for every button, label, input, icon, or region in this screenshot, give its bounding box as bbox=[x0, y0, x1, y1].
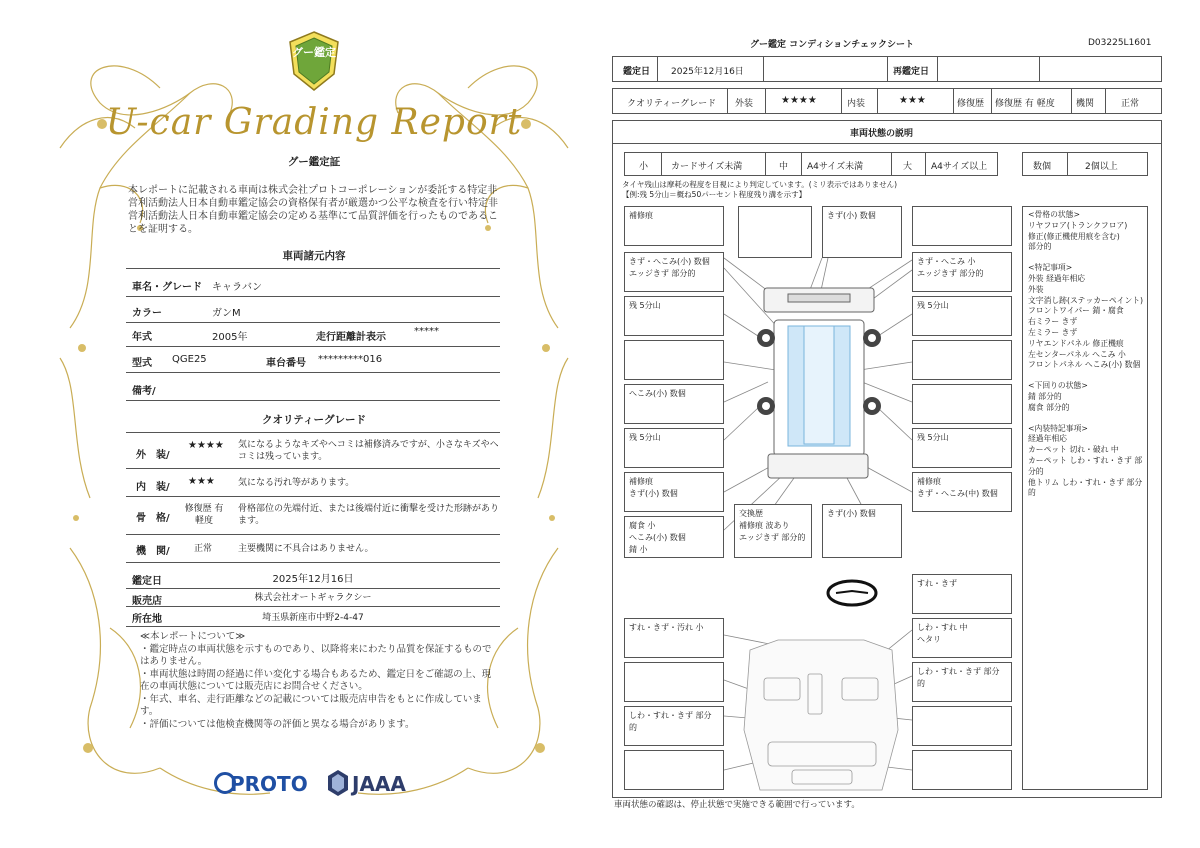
grading-certificate bbox=[40, 28, 588, 818]
exterior-note-l4 bbox=[624, 340, 724, 380]
appraisal-date-label: 鑑定日 bbox=[132, 576, 162, 587]
steering-wheel-icon bbox=[828, 581, 876, 605]
interior-notes-heading: <内装特記事項> bbox=[1028, 423, 1088, 433]
year-label: 年式 bbox=[132, 332, 152, 343]
divider bbox=[126, 588, 500, 589]
note-line: 錆 部分的 bbox=[1028, 391, 1062, 401]
exterior-note-l3: 残 5分山 bbox=[624, 296, 724, 336]
divider bbox=[126, 322, 500, 323]
interior-note-l3: しわ・すれ・きず 部分的 bbox=[624, 706, 724, 746]
note-item: ・車両状態は時間の経過に伴い変化する場合もあるため、鑑定日をご確認の上、現在の車両状態については販売店にお問合せください。 bbox=[140, 668, 492, 692]
divider bbox=[126, 496, 500, 497]
goo-appraisal-badge bbox=[286, 30, 342, 92]
note-line: カーペット しわ・すれ・きず 部分的 bbox=[1028, 455, 1143, 476]
interior-stars: ★★★ bbox=[899, 95, 926, 106]
interior-note-l4 bbox=[624, 750, 724, 790]
chassis-value: *********016 bbox=[318, 354, 383, 365]
note-line: フロントワイパー 錆・腐食 bbox=[1028, 306, 1124, 316]
jaaa-logo-icon bbox=[328, 770, 348, 796]
exterior-note-l8: 腐食 小 へこみ(小) 数個 錆 小 bbox=[624, 516, 724, 558]
exterior-note-r3: 残 5分山 bbox=[912, 296, 1012, 336]
interior-label: 内装 bbox=[847, 99, 866, 109]
color-value: ガンM bbox=[212, 308, 241, 319]
interior-stars: ★★★ bbox=[188, 476, 215, 487]
engine-value: 正常 bbox=[1121, 99, 1140, 109]
exterior-note-r4 bbox=[912, 340, 1012, 380]
interior-note-wheel: すれ・きず bbox=[912, 574, 1012, 614]
repair-value: 修復歴 有 軽度 bbox=[995, 99, 1055, 109]
exterior-note-l7: 補修痕 きず(小) 数個 bbox=[624, 472, 724, 512]
exterior-label: 外装 bbox=[735, 99, 754, 109]
count-label: 数個 bbox=[1033, 162, 1052, 172]
engine-label: 機関 bbox=[1076, 99, 1095, 109]
note-line: 右ミラー きず bbox=[1028, 317, 1078, 327]
note-line: 腐食 部分的 bbox=[1028, 402, 1070, 412]
proto-logo: PROTO bbox=[230, 772, 308, 796]
divider bbox=[126, 534, 500, 535]
exterior-note-l1: 補修痕 bbox=[624, 206, 724, 246]
note-line: 他トリム しわ・すれ・きず 部分的 bbox=[1028, 477, 1143, 498]
mileage-value: ***** bbox=[414, 326, 439, 337]
tire-note-2: 【例:残 5分山＝概ね50パーセント程度残り溝を示す】 bbox=[622, 190, 807, 199]
note-line: 経過年相応 bbox=[1028, 434, 1067, 444]
model-value: QGE25 bbox=[172, 354, 207, 365]
exterior-label: 外 装/ bbox=[136, 450, 170, 461]
reappraisal-label: 再鑑定日 bbox=[893, 67, 930, 77]
exterior-note-b2: きず(小) 数個 bbox=[822, 504, 902, 558]
interior-label: 内 装/ bbox=[136, 482, 170, 493]
exterior-note-l6: 残 5分山 bbox=[624, 428, 724, 468]
date-value: 2025年12月16日 bbox=[671, 67, 744, 77]
exterior-note-t1 bbox=[738, 206, 812, 258]
car-top-view bbox=[764, 288, 874, 478]
badge-text: グー鑑定 bbox=[292, 46, 336, 59]
note-item: ・評価については他検査機関等の評価と異なる場合があります。 bbox=[140, 718, 415, 730]
cert-heading: グー鑑定証 bbox=[287, 156, 341, 168]
report-title: U-car Grading Report bbox=[105, 102, 523, 143]
car-name-value: キャラバン bbox=[212, 282, 262, 293]
tire-note-1: タイヤ残山は摩耗の程度を目視により判定しています。(ミリ表示ではありません) bbox=[622, 180, 898, 189]
size-large: 大 bbox=[903, 162, 913, 172]
note-line: 外装 bbox=[1028, 284, 1044, 294]
address-value: 埼玉県新座市中野2-4-47 bbox=[262, 613, 364, 623]
note-line: 左センターパネル へこみ 小 bbox=[1028, 349, 1126, 359]
note-line: 外装 経過年相応 bbox=[1028, 273, 1086, 283]
sheet-footer: 車両状態の確認は、停止状態で実施できる範囲で行っています。 bbox=[614, 800, 860, 810]
size-small-desc: カードサイズ未満 bbox=[671, 162, 743, 172]
date-label: 鑑定日 bbox=[623, 67, 651, 77]
condition-heading: 車両状態の説明 bbox=[850, 129, 914, 139]
repair-label: 修復歴 bbox=[957, 99, 985, 109]
dealer-label: 販売店 bbox=[132, 596, 162, 607]
divider bbox=[126, 432, 500, 433]
frame-desc: 骨格部位の先端付近、または後端付近に衝撃を受けた形跡があります。 bbox=[238, 504, 500, 526]
count-desc: 2個以上 bbox=[1085, 162, 1118, 172]
address-label: 所在地 bbox=[132, 614, 162, 625]
notes-section bbox=[140, 631, 500, 731]
interior-note-r2: しわ・すれ・きず 部分的 bbox=[912, 662, 1012, 702]
appraisal-date-value: 2025年12月16日 bbox=[272, 574, 354, 585]
exterior-note-l2: きず・へこみ(小) 数個 エッジきず 部分的 bbox=[624, 252, 724, 292]
chassis-label: 車台番号 bbox=[266, 358, 306, 369]
exterior-note-l5: へこみ(小) 数個 bbox=[624, 384, 724, 424]
interior-note-l1: すれ・きず・汚れ 小 bbox=[624, 618, 724, 658]
exterior-note-r5 bbox=[912, 384, 1012, 424]
dealer-value: 株式会社オートギャラクシー bbox=[254, 593, 372, 603]
engine-desc: 主要機関に不具合はありません。 bbox=[238, 544, 374, 554]
divider bbox=[126, 468, 500, 469]
note-line: フロントパネル へこみ(小) 数個 bbox=[1028, 360, 1141, 370]
divider bbox=[126, 400, 500, 401]
exterior-stars: ★★★★ bbox=[781, 95, 817, 106]
note-line: 修正(修正機使用痕を含む) bbox=[1028, 231, 1120, 241]
size-mid-desc: A4サイズ未満 bbox=[807, 162, 864, 172]
car-name-label: 車名・グレード bbox=[132, 282, 202, 293]
exterior-note-t2: きず(小) 数個 bbox=[822, 206, 902, 258]
interior-note-l2 bbox=[624, 662, 724, 702]
year-value: 2005年 bbox=[212, 332, 248, 343]
exterior-note-r2: きず・へこみ 小 エッジきず 部分的 bbox=[912, 252, 1012, 292]
interior-note-r1: しわ・すれ 中 ヘタリ bbox=[912, 618, 1012, 658]
remarks-label: 備考/ bbox=[132, 386, 156, 397]
divider bbox=[126, 562, 500, 563]
divider bbox=[126, 268, 500, 269]
frame-heading: <骨格の状態> bbox=[1028, 210, 1081, 219]
note-line: リヤフロア(トランクフロア) bbox=[1028, 220, 1128, 230]
note-item: ・年式、車名、走行距離などの記載については販売店申告をもとに作成しています。 bbox=[140, 693, 482, 717]
special-heading: <特記事項> bbox=[1028, 263, 1073, 273]
exterior-note-b1: 交換歴 補修痕 波あり エッジきず 部分的 bbox=[734, 504, 812, 558]
frame-label: 骨 格/ bbox=[136, 513, 170, 524]
notes-heading: ≪本レポートについて≫ bbox=[140, 631, 246, 642]
sheet-title: グー鑑定 コンディションチェックシート bbox=[750, 40, 914, 50]
exterior-note-r6: 残 5分山 bbox=[912, 428, 1012, 468]
exterior-note-r1 bbox=[912, 206, 1012, 246]
logo-row bbox=[214, 770, 414, 800]
engine-value: 正常 bbox=[194, 544, 213, 554]
exterior-note-r7: 補修痕 きず・へこみ(中) 数個 bbox=[912, 472, 1012, 512]
jaaa-logo: JAAA bbox=[352, 772, 406, 796]
note-line: カーペット 切れ・破れ 中 bbox=[1028, 445, 1119, 455]
note-item: ・鑑定時点の車両状態を示すものであり、以降将来にわたり品質を保証するものではありません。 bbox=[140, 643, 492, 667]
doc-id: D03225L1601 bbox=[1088, 38, 1152, 48]
exterior-stars: ★★★★ bbox=[188, 440, 224, 451]
interior-desc: 気になる汚れ等があります。 bbox=[238, 478, 355, 488]
note-line: リヤエンドパネル 修正機痕 bbox=[1028, 338, 1124, 348]
mileage-label: 走行距離計表示 bbox=[316, 332, 386, 343]
grade-label: クオリティーグレード bbox=[627, 99, 717, 109]
note-line: 左ミラー きず bbox=[1028, 327, 1078, 337]
frame-value: 修復歴 有 軽度 bbox=[184, 504, 224, 526]
interior-note-r4 bbox=[912, 750, 1012, 790]
condition-check-sheet bbox=[608, 30, 1168, 820]
note-line: 部分的 bbox=[1028, 242, 1052, 252]
car-interior-view bbox=[744, 640, 898, 790]
size-mid: 中 bbox=[779, 162, 789, 172]
quality-heading: クオリティーグレード bbox=[262, 414, 366, 426]
divider bbox=[126, 606, 500, 607]
exterior-desc: 気になるようなキズやヘコミは補修済みですが、小さなキズやヘコミは残っています。 bbox=[238, 440, 499, 462]
spec-heading: 車両諸元内容 bbox=[282, 250, 346, 262]
color-label: カラー bbox=[132, 308, 162, 319]
size-small: 小 bbox=[639, 162, 649, 172]
size-large-desc: A4サイズ以上 bbox=[931, 162, 988, 172]
interior-note-r3 bbox=[912, 706, 1012, 746]
model-label: 型式 bbox=[132, 358, 152, 369]
engine-label: 機 関/ bbox=[136, 546, 170, 557]
divider bbox=[126, 626, 500, 627]
divider bbox=[126, 346, 500, 347]
cert-body: 本レポートに記載される車両は株式会社プロトコーポレーションが委託する特定非営利活動法人日本自動車鑑定協会の資格保有者が厳選かつ公平な検査を行い特定非営利活動法人日本自動車鑑定協会の定める基準にて品質評価を行ったものであることを証明する。 bbox=[128, 185, 498, 235]
divider bbox=[126, 296, 500, 297]
under-heading: <下回りの状態> bbox=[1028, 381, 1088, 391]
note-line: 文字消し跡(ステッカーペイント) bbox=[1028, 295, 1144, 305]
divider bbox=[126, 372, 500, 373]
